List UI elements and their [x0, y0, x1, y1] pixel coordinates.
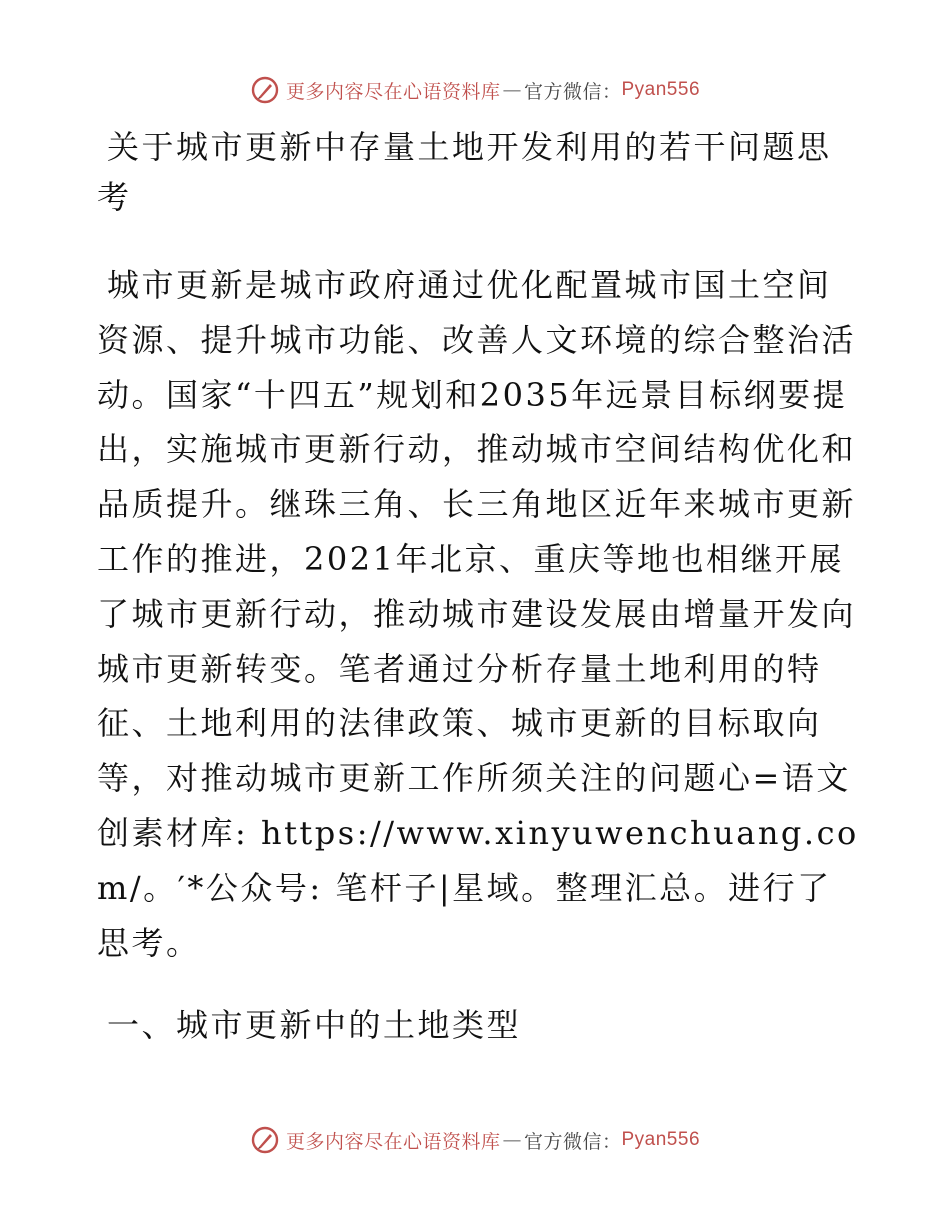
quill-pen-circle-icon: [250, 75, 280, 105]
document-title: 关于城市更新中存量土地开发利用的若干问题思考: [97, 128, 832, 216]
watermark-dash: —: [502, 1129, 522, 1151]
watermark-label: 官方微信：: [523, 1130, 622, 1153]
quill-pen-circle-icon: [250, 1125, 280, 1155]
section-heading: 一、城市更新中的土地类型: [107, 1006, 522, 1045]
watermark-text: 更多内容尽在心语资料库: [285, 80, 501, 103]
watermark-wechat-id: Pyan556: [621, 79, 701, 100]
header-watermark: [0, 70, 950, 110]
watermark-dash: —: [502, 79, 522, 101]
watermark-label: 官方微信：: [523, 80, 622, 103]
watermark-wechat-id: Pyan556: [621, 1129, 701, 1150]
body-paragraph: 城市更新是城市政府通过优化配置城市国土空间资源、提升城市功能、改善人文环境的综合整治活动。国家“十四五”规划和2035年远景目标纲要提出，实施城市更新行动，推动城市空间结构优化和品质提升。继珠三角、长三角地区近年来城市更新工作的推进，2021年北京、重庆等地也相继开展了城市更新行动，推动城市建设发展由增量开发向城市更新转变。笔者通过分析存量土地利用的特征、土地利用的法律政策、城市更新的目标取向等，对推动城市更新工作所须关注的问题心=语文创素材库: https://www.xinyuwenchuang.com/。′*公众号: 笔杆子|星域。整理汇总。进行了思考。: [97, 266, 859, 962]
document-body: [97, 122, 862, 1050]
watermark-text: 更多内容尽在心语资料库: [285, 1130, 501, 1153]
footer-watermark: [0, 1120, 950, 1160]
